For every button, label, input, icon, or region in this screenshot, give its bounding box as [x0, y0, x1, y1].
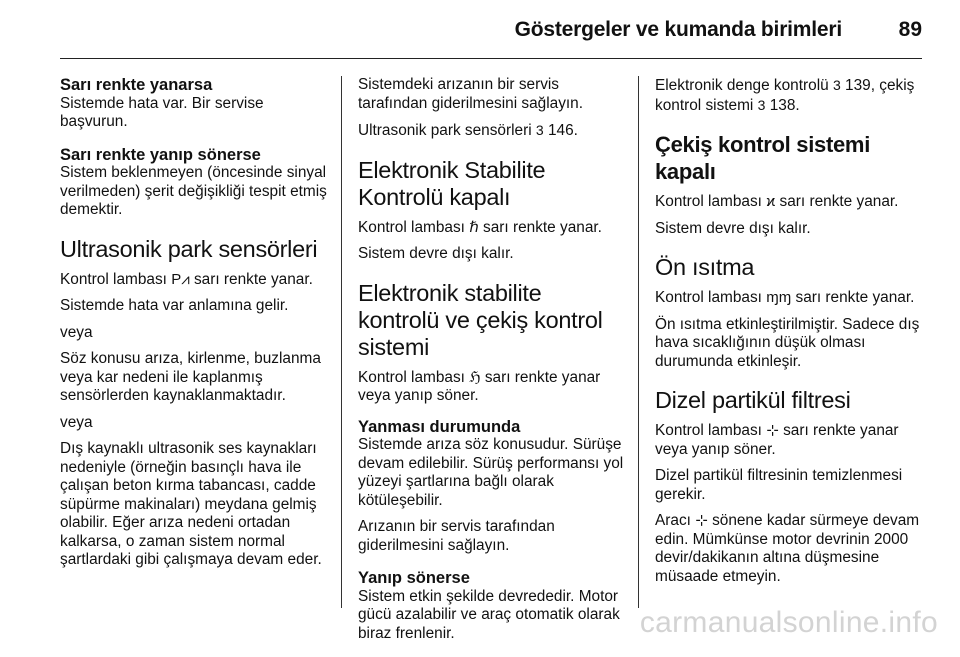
paragraph: Sistemdeki arızanın bir servis tarafından giderilmesini sağlayın.: [358, 76, 583, 112]
page-ref-arrow-icon: 3: [757, 96, 766, 113]
page-ref-arrow-icon: 3: [832, 77, 841, 93]
park-sensor-icon: P⩘: [171, 270, 190, 288]
page-number: 89: [898, 18, 922, 41]
paragraph: Sistemde hata var. Bir servise başvurun.: [60, 94, 264, 130]
page-title: Göstergeler ve kumanda birimleri: [514, 18, 842, 41]
paragraph: Dizel partikül filtresinin temizlenmesi gerekir.: [655, 467, 903, 503]
subheading: Sarı renkte yanarsa: [60, 76, 213, 94]
esc-off-icon: ℏ: [469, 218, 479, 236]
glow-plug-icon: ɱɱ: [766, 289, 792, 306]
heading-dpf: Dizel partikül filtresi: [655, 387, 851, 413]
subheading: Yanması durumunda: [358, 417, 521, 436]
heading-esc-tc: Elektronik stabilite kontrolü ve çekiş kontrol sistemi: [358, 279, 603, 360]
column-1: [60, 76, 330, 578]
paragraph: Sistem devre dışı kalır.: [358, 245, 514, 262]
page-reference-link[interactable]: 146.: [548, 122, 578, 139]
paragraph: Dış kaynaklı ultrasonik ses kaynakları nedeniyle (örneğin basınçlı hava ile çalışan beton kırma tabancası, cadde süpürme makinaları) meydana gelmiş olabilir. Eğer arıza nedeni ortadan kalkarsa, o zaman sistem normal şartlardaki gibi çalışmaya devam eder.: [60, 440, 322, 568]
paragraph: Elektronik denge kontrolü 3 139, çekiş kontrol sistemi 3 138.: [655, 77, 915, 114]
paragraph: Ultrasonik park sensörleri 3 146.: [358, 122, 578, 139]
paragraph: Kontrol lambası ℌ sarı renkte yanar veya yanıp söner.: [358, 368, 601, 404]
paragraph: Kontrol lambası ϰ sarı renkte yanar.: [655, 193, 899, 210]
section-sari-yanip-sonerse: [60, 146, 330, 220]
page-ref-arrow-icon: 3: [535, 122, 544, 138]
paragraph: Sistem devre dışı kalır.: [655, 219, 811, 237]
watermark: carmanualsonline.info: [639, 606, 938, 639]
page-reference-link[interactable]: 139,: [845, 77, 876, 94]
heading-tc-kapali: Çekiş kontrol sistemi kapalı: [655, 132, 871, 184]
paragraph: Kontrol lambası ℏ sarı renkte yanar.: [358, 218, 602, 236]
paragraph: Kontrol lambası ɱɱ sarı renkte yanar.: [655, 289, 915, 306]
paragraph: veya: [60, 323, 93, 341]
paragraph: Sistemde arıza söz konusudur. Sürüşe devam edilebilir. Sürüş performansı yol yüzeyi şartlarına bağlı olarak kötüleşebilir.: [358, 436, 624, 509]
page-reference-link[interactable]: 138.: [769, 96, 800, 114]
paragraph: Arızanın bir servis tarafından giderilmesini sağlayın.: [358, 518, 555, 554]
paragraph: Sistemde hata var anlamına gelir.: [60, 297, 289, 314]
paragraph: veya: [60, 413, 93, 431]
paragraph: Sistem etkin şekilde devrededir. Motor gücü azalabilir ve araç otomatik olarak biraz frenlenir.: [358, 587, 620, 642]
subheading: Sarı renkte yanıp sönerse: [60, 145, 261, 164]
paragraph: Kontrol lambası P⩘ sarı renkte yanar.: [60, 270, 313, 288]
subheading: Yanıp sönerse: [358, 569, 470, 587]
paragraph: Söz konusu arıza, kirlenme, buzlanma veya kar nedeni ile kaplanmış sensörlerden kaynaklanmaktadır.: [60, 350, 321, 404]
heading-ultrasonik: Ultrasonik park sensörleri: [60, 235, 318, 262]
paragraph: Sistem beklenmeyen (öncesinde sinyal verilmeden) şerit değişikliği tespit etmiş demektir.: [60, 164, 327, 218]
header-divider: [60, 58, 922, 59]
heading-esc-kapali: Elektronik Stabilite Kontrolü kapalı: [358, 156, 546, 210]
dpf-icon: ⊹: [766, 422, 779, 439]
paragraph: Ön ısıtma etkinleştirilmiştir. Sadece dış hava sıcaklığının düşük olması durumunda etkinleşir.: [655, 315, 920, 370]
esc-traction-icon: ℌ: [469, 368, 481, 386]
section-yanip-sonerse: [358, 569, 628, 643]
column-2: [358, 76, 628, 657]
traction-off-icon: ϰ: [766, 193, 776, 210]
section-sari-yanarsa: [60, 76, 330, 132]
paragraph: Aracı ⊹ sönene kadar sürmeye devam edin. Mümkünse motor devrinin 2000 devir/dakikanın altına düşmesine müsaade etmeyin.: [655, 512, 920, 585]
dpf-icon: ⊹: [695, 512, 708, 529]
page-header: [0, 0, 960, 58]
column-divider-2: [638, 76, 639, 608]
column-divider-1: [341, 76, 342, 608]
column-3: [655, 76, 925, 594]
section-yanmasi: [358, 418, 628, 556]
heading-on-isitma: Ön ısıtma: [655, 254, 755, 280]
paragraph: Kontrol lambası ⊹ sarı renkte yanar veya yanıp söner.: [655, 422, 899, 458]
